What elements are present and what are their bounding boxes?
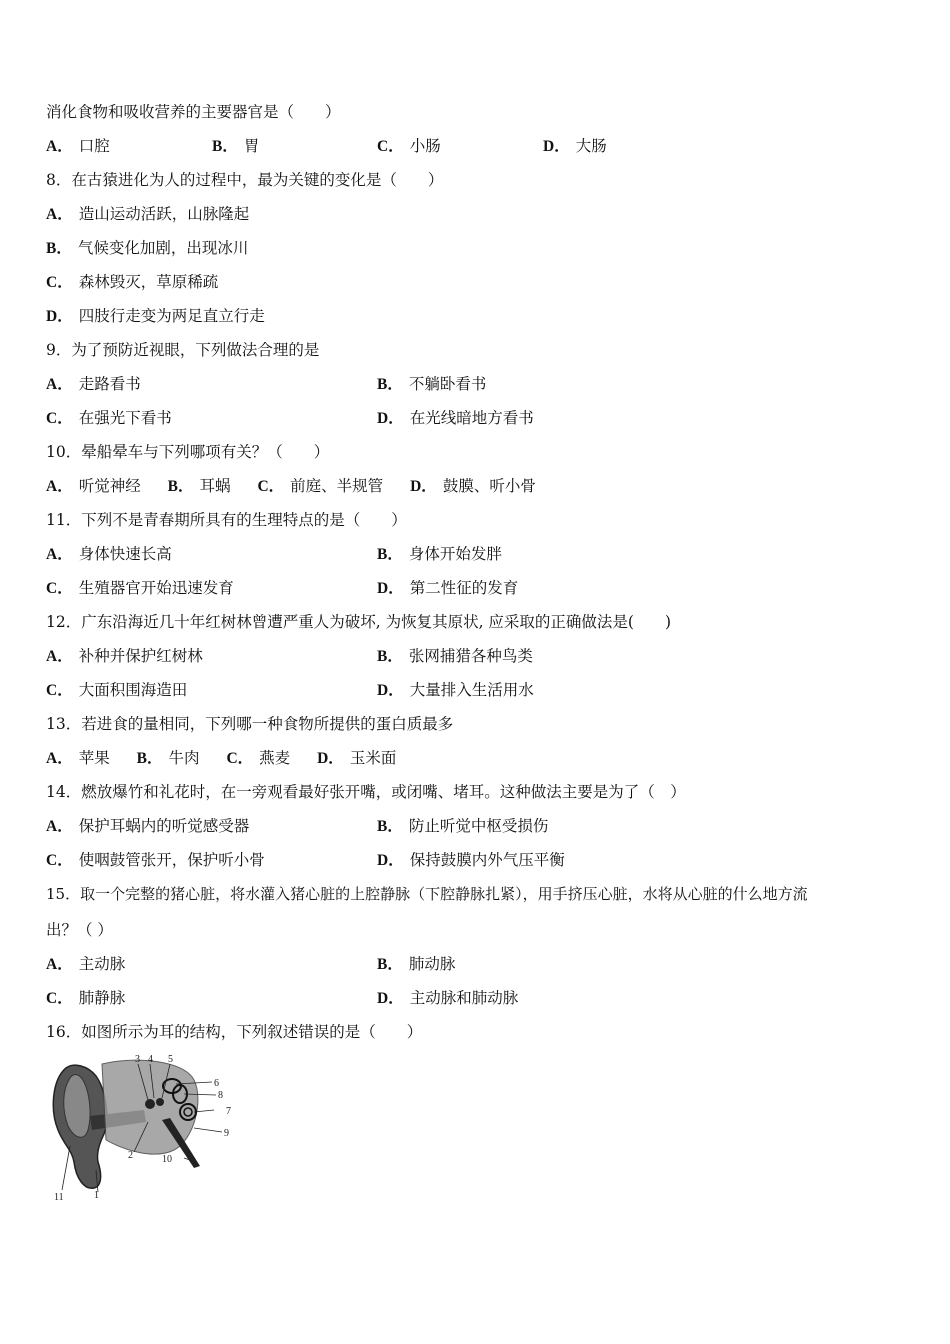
ear-diagram <box>44 1050 244 1205</box>
q9-option-b[interactable] <box>377 374 486 395</box>
q14-option-b-label: B． <box>377 818 403 835</box>
q14-option-d-text: 保持鼓膜内外气压平衡 <box>409 851 565 869</box>
q11-option-b[interactable] <box>377 544 502 565</box>
q13-option-c-label: C． <box>226 750 254 767</box>
q11-option-d-label: D． <box>377 580 404 597</box>
q10-option-b-text: 耳蜗 <box>199 477 231 495</box>
ear-label-2: 2 <box>128 1150 133 1161</box>
q12-option-a-text: 补种并保护红树林 <box>78 647 203 665</box>
q10-option-c[interactable] <box>257 477 383 495</box>
q16-stem: 16．如图所示为耳的结构，下列叙述错误的是（ ） <box>46 1023 423 1041</box>
q9-option-b-label: B． <box>377 376 403 393</box>
q15-option-c-label: C． <box>46 990 73 1007</box>
q11-option-d-text: 第二性征的发育 <box>409 579 519 597</box>
q9-option-c[interactable] <box>46 408 172 429</box>
q7-option-d[interactable] <box>543 136 607 157</box>
q9-option-a-label: A． <box>46 376 73 393</box>
q7-option-d-label: D． <box>543 138 570 155</box>
q8-option-a-label: A． <box>46 206 73 223</box>
ear-label-10: 10 <box>162 1154 172 1165</box>
q11-option-a-text: 身体快速长高 <box>78 545 172 563</box>
q8-option-c-label: C． <box>46 274 73 291</box>
q10-option-d-label: D． <box>410 478 437 495</box>
q9-option-d-label: D． <box>377 410 404 427</box>
q15-option-a[interactable] <box>46 954 125 975</box>
q11-option-c[interactable] <box>46 578 234 599</box>
q12-option-c-label: C． <box>46 682 73 699</box>
q7-option-c-text: 小肠 <box>409 137 441 155</box>
q8-option-d-label: D． <box>46 308 73 325</box>
q8-option-d-text: 四肢行走变为两足直立行走 <box>78 307 265 325</box>
q15-option-a-label: A． <box>46 956 73 973</box>
q15-option-d[interactable] <box>377 988 518 1009</box>
q8-option-b-label: B． <box>46 240 72 257</box>
ear-label-4: 4 <box>148 1054 153 1065</box>
q12-option-a-label: A． <box>46 648 73 665</box>
q15-option-c-text: 肺静脉 <box>78 989 126 1007</box>
q11-option-b-text: 身体开始发胖 <box>408 545 502 563</box>
ossicle-shape <box>145 1099 155 1109</box>
q13-option-b[interactable] <box>137 749 200 767</box>
q10-option-c-label: C． <box>257 478 285 495</box>
q10-option-a-label: A． <box>46 478 73 495</box>
q12-option-d-text: 大量排入生活用水 <box>409 681 534 699</box>
ear-label-1: 1 <box>94 1190 99 1201</box>
q9-option-d[interactable] <box>377 408 534 429</box>
q15-option-b[interactable] <box>377 954 455 975</box>
q9-option-c-label: C． <box>46 410 73 427</box>
q9-stem: 9．为了预防近视眼，下列做法合理的是 <box>46 341 320 359</box>
q13-option-b-label: B． <box>136 750 163 767</box>
q10-stem: 10．晕船晕车与下列哪项有关？（ ） <box>46 443 330 461</box>
q15-option-b-text: 肺动脉 <box>408 955 456 973</box>
q13-option-d[interactable] <box>317 749 396 767</box>
q11-option-b-label: B． <box>377 546 403 563</box>
q12-stem: 12．广东沿海近几十年红树林曾遭严重人为破坏, 为恢复其原状, 应采取的正确做法是( ) <box>46 613 672 631</box>
q8-option-b[interactable] <box>46 238 248 259</box>
q10-option-b-label: B． <box>167 478 194 495</box>
q8-option-a-text: 造山运动活跃，山脉隆起 <box>78 205 250 223</box>
q13-option-b-text: 牛肉 <box>168 749 200 767</box>
q10-option-a[interactable] <box>46 477 141 495</box>
q15-option-c[interactable] <box>46 988 125 1009</box>
q12-option-a[interactable] <box>46 646 203 667</box>
q12-option-c-text: 大面积围海造田 <box>78 681 188 699</box>
q14-option-c-text: 使咽鼓管张开，保护听小骨 <box>78 851 265 869</box>
ossicle-shape <box>156 1098 164 1106</box>
q10-options-row <box>46 476 536 497</box>
q14-option-c[interactable] <box>46 850 265 871</box>
q10-option-c-text: 前庭、半规管 <box>290 477 384 495</box>
q13-option-c[interactable] <box>226 749 290 767</box>
q11-option-a-label: A． <box>46 546 73 563</box>
q10-option-a-text: 听觉神经 <box>78 477 141 495</box>
q9-option-a[interactable] <box>46 374 141 395</box>
q7-option-c-label: C． <box>377 138 404 155</box>
q14-option-a-text: 保护耳蜗内的听觉感受器 <box>78 817 250 835</box>
q15-stem-line2: 出？（ ） <box>46 921 113 939</box>
q14-option-d[interactable] <box>377 850 565 871</box>
q14-stem: 14．燃放爆竹和礼花时，在一旁观看最好张开嘴，或闭嘴、堵耳。这种做法主要是为了（ ） <box>46 783 686 801</box>
q8-option-b-text: 气候变化加剧，出现冰川 <box>77 239 249 257</box>
q15-option-d-text: 主动脉和肺动脉 <box>409 989 519 1007</box>
q15-option-d-label: D． <box>377 990 404 1007</box>
q15-stem-line1: 15．取一个完整的猪心脏，将水灌入猪心脏的上腔静脉（下腔静脉扎紧），用手挤压心脏，水将从心脏的什么地方流 <box>46 885 808 903</box>
q12-option-b-text: 张网捕猎各种鸟类 <box>408 647 533 665</box>
q8-option-c-text: 森林毁灭，草原稀疏 <box>78 273 219 291</box>
q14-option-d-label: D． <box>377 852 404 869</box>
q7-option-d-text: 大肠 <box>575 137 607 155</box>
ear-label-8: 8 <box>218 1090 223 1101</box>
ear-label-3: 3 <box>135 1054 140 1065</box>
q13-option-a[interactable] <box>46 749 110 767</box>
q11-stem: 11．下列不是青春期所具有的生理特点的是（ ） <box>46 511 407 529</box>
ear-structure-figure <box>44 1050 244 1205</box>
q11-option-c-label: C． <box>46 580 73 597</box>
ear-label-9: 9 <box>224 1128 229 1139</box>
q15-option-a-text: 主动脉 <box>78 955 126 973</box>
q10-option-d-text: 鼓膜、听小骨 <box>442 477 536 495</box>
q13-option-d-label: D． <box>317 750 344 767</box>
q14-option-c-label: C． <box>46 852 73 869</box>
q13-options-row <box>46 748 396 769</box>
q7-option-a[interactable] <box>46 136 110 157</box>
ear-label-6: 6 <box>214 1078 219 1089</box>
q14-option-b-text: 防止听觉中枢受损伤 <box>408 817 549 835</box>
q8-stem: 8．在古猿进化为人的过程中，最为关键的变化是（ ） <box>46 171 444 189</box>
q7-option-b-text: 胃 <box>243 137 260 155</box>
q7-option-a-text: 口腔 <box>78 137 110 155</box>
ear-label-5: 5 <box>168 1054 173 1065</box>
q10-option-d[interactable] <box>410 477 536 495</box>
q11-option-a[interactable] <box>46 544 172 565</box>
q7-option-b-label: B． <box>212 138 238 155</box>
q13-option-d-text: 玉米面 <box>349 749 397 767</box>
q8-option-c[interactable] <box>46 272 218 293</box>
ear-label-7: 7 <box>226 1106 231 1117</box>
q8-option-d[interactable] <box>46 306 265 327</box>
q12-option-d-label: D． <box>377 682 404 699</box>
q12-option-c[interactable] <box>46 680 187 701</box>
q11-option-c-text: 生殖器官开始迅速发育 <box>78 579 234 597</box>
q15-option-b-label: B． <box>377 956 403 973</box>
q13-option-a-label: A． <box>46 750 73 767</box>
q9-option-d-text: 在光线暗地方看书 <box>409 409 534 427</box>
q9-option-c-text: 在强光下看书 <box>78 409 172 427</box>
q14-option-b[interactable] <box>377 816 548 837</box>
q13-stem: 13．若进食的量相同，下列哪一种食物所提供的蛋白质最多 <box>46 715 454 733</box>
q12-option-b[interactable] <box>377 646 533 667</box>
q9-option-b-text: 不躺卧看书 <box>408 375 487 393</box>
q13-option-a-text: 苹果 <box>78 749 110 767</box>
q11-option-d[interactable] <box>377 578 518 599</box>
q7-stem: 消化食物和吸收营养的主要器官是（ ） <box>46 103 341 121</box>
q14-option-a[interactable] <box>46 816 249 837</box>
q13-option-c-text: 燕麦 <box>259 749 291 767</box>
ear-label-11: 11 <box>54 1192 64 1203</box>
q14-option-a-label: A． <box>46 818 73 835</box>
q10-option-b[interactable] <box>168 477 231 495</box>
q8-option-a[interactable] <box>46 204 249 225</box>
q7-option-a-label: A． <box>46 138 73 155</box>
q7-option-b[interactable] <box>212 136 259 157</box>
q12-option-d[interactable] <box>377 680 534 701</box>
q7-option-c[interactable] <box>377 136 441 157</box>
q12-option-b-label: B． <box>377 648 403 665</box>
q9-option-a-text: 走路看书 <box>78 375 141 393</box>
